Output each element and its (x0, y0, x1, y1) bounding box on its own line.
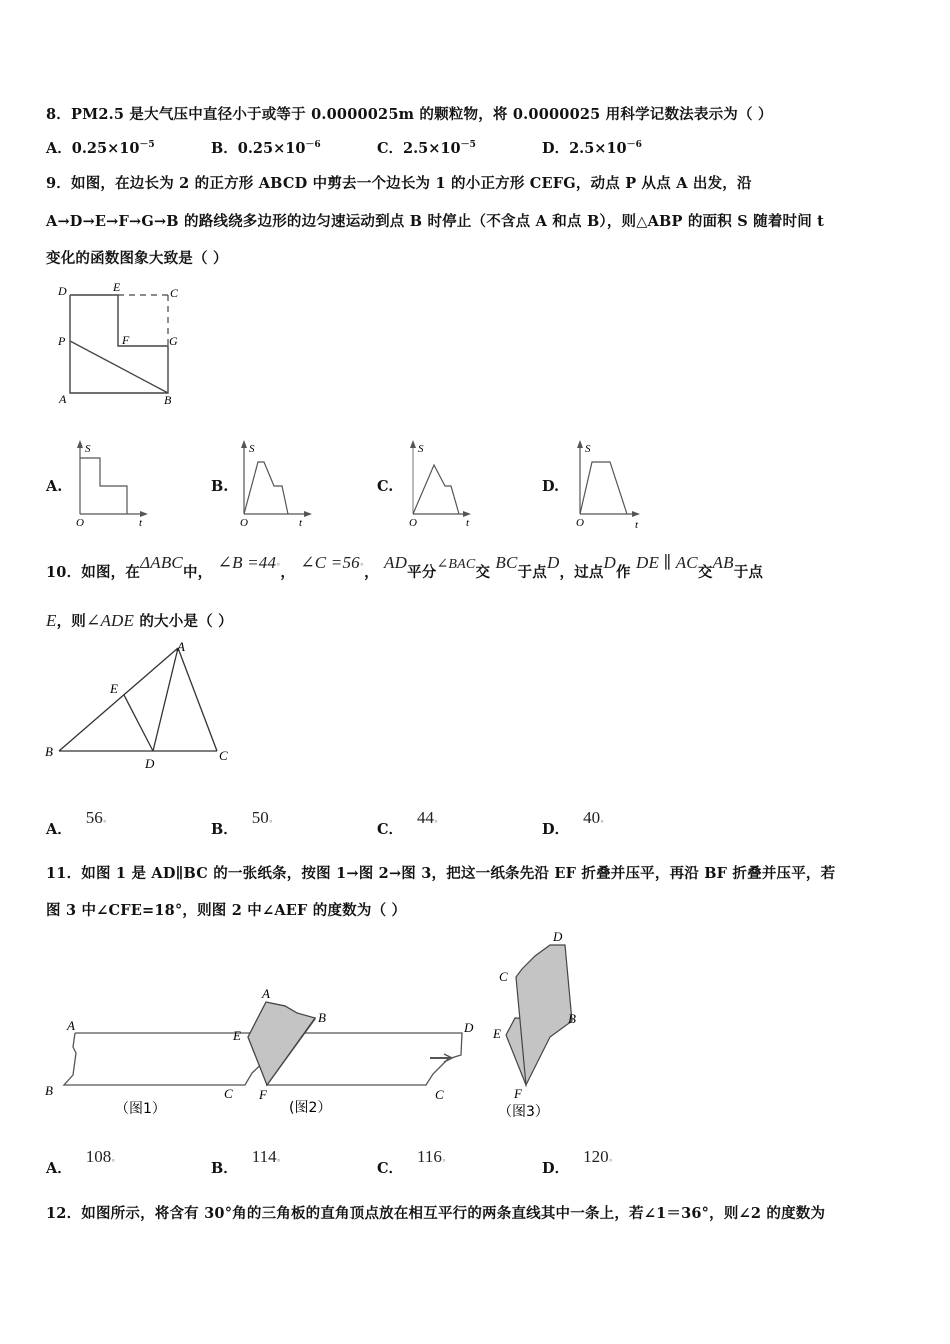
svg-text:A: A (262, 986, 270, 1001)
math-angle-ade: ∠ADE (86, 611, 135, 630)
q9-option-c[interactable] (377, 478, 393, 495)
question-9-line-2: A→D→E→F→G→B 的路线绕多边形的边匀速运动到点 B 时停止（不含点 A 和点 B），则△ABP 的面积 S 随着时间 t (46, 213, 825, 230)
option-value: 0.25×10 (71, 140, 140, 157)
label-c: C (170, 286, 179, 300)
q11-option-c[interactable]: C．116° (377, 1147, 446, 1177)
math-ab: AB (712, 553, 734, 572)
option-label: D． (542, 821, 570, 838)
q10-text: ，则 (56, 613, 86, 630)
q10-text: 的大小是（ ） (134, 613, 233, 630)
math-d: D (546, 553, 560, 572)
svg-text:A: A (67, 1018, 75, 1033)
math-angle-b: ∠B =44 (217, 553, 277, 572)
option-label: B． (211, 821, 238, 838)
math-bc: BC (495, 553, 518, 572)
svg-text:E: E (233, 1028, 241, 1043)
axis-t: t (466, 517, 470, 529)
option-value: 120 (583, 1147, 609, 1166)
axis-s: S (85, 443, 91, 455)
label-a: A (177, 639, 185, 654)
question-8-stem (46, 103, 773, 124)
option-exponent: －5 (460, 140, 476, 151)
option-value: 2.5×10 (569, 140, 627, 157)
q10-text: 作 (616, 564, 631, 581)
svg-text:C: C (499, 969, 508, 984)
label-c: C (219, 748, 228, 763)
q10-text: 中， (182, 564, 213, 581)
q10-option-d[interactable]: D．40° (542, 808, 605, 838)
q11-folding-figure (40, 925, 640, 1125)
question-8-text: PM2.5 是大气压中直径小于或等于 0.0000025m 的颗粒物，将 0.0000025 用科学记数法表示为（ ） (71, 106, 773, 123)
option-value: 116 (417, 1147, 442, 1166)
q10-option-c[interactable]: C．44° (377, 808, 439, 838)
option-value: 114 (251, 1147, 277, 1166)
q10-option-a[interactable]: A．56° (46, 808, 107, 838)
q9-square-figure (55, 280, 195, 408)
q11-option-b[interactable]: B．114° (211, 1147, 281, 1177)
q10-text: ，过点 (559, 564, 604, 581)
option-value: 0.25×10 (237, 140, 306, 157)
math-ad: AD (384, 553, 408, 572)
svg-text:F: F (514, 1086, 522, 1101)
axis-origin: O (240, 517, 248, 529)
option-label: A. (46, 478, 63, 495)
option-value: 56 (85, 808, 103, 827)
label-f: F (122, 333, 130, 347)
svg-text:D: D (464, 1020, 474, 1035)
label-g: G (169, 334, 178, 348)
option-label: B． (211, 1160, 238, 1177)
label-e: E (113, 280, 121, 294)
option-exponent: －6 (305, 140, 321, 151)
q10-option-b[interactable]: B．50° (211, 808, 273, 838)
q10-text: 交 (697, 564, 713, 581)
svg-text:D: D (553, 929, 563, 944)
axis-t: t (299, 517, 303, 529)
option-label: B. (211, 478, 229, 495)
option-label: B． (211, 140, 238, 157)
label-e: E (110, 681, 118, 696)
q9-option-d[interactable] (542, 478, 559, 495)
question-10-line-2 (46, 610, 233, 631)
question-10-line-1: 10．如图，在ΔABC中， ∠B =44°， ∠C =56°， AD平分∠BAC交 BC于点D，过点D作 DE ∥ AC交AB于点 (46, 553, 764, 581)
question-9-line-1: 9．如图，在边长为 2 的正方形 ABCD 中剪去一个边长为 1 的小正方形 CEFG，动点 P 从点 A 出发，沿 (46, 175, 752, 192)
option-value: 44 (417, 808, 435, 827)
figure-3-folded-strip (492, 929, 576, 1120)
axis-origin: O (576, 517, 584, 529)
option-value: 108 (85, 1147, 112, 1166)
option-value: 50 (251, 808, 269, 827)
svg-text:C: C (224, 1086, 233, 1101)
option-value: 40 (583, 808, 601, 827)
label-d: D (58, 284, 67, 298)
svg-text:E: E (493, 1026, 501, 1041)
q11-option-a[interactable]: A．108° (46, 1147, 116, 1177)
math-d: D (603, 553, 617, 572)
label-b: B (164, 393, 172, 407)
q10-triangle-figure (42, 638, 242, 773)
q9-graph-c[interactable] (405, 440, 490, 528)
q10-text: 交 (475, 564, 491, 581)
figure-2-folded-strip (232, 986, 474, 1116)
caption-figure-2: (图2） (289, 1100, 332, 1116)
label-p: P (58, 334, 66, 348)
math-triangle-abc: ΔABC (140, 553, 183, 572)
q8-option-c[interactable] (377, 137, 476, 158)
svg-text:C: C (435, 1087, 444, 1102)
q10-text: 10．如图，在 (46, 564, 141, 581)
label-d: D (145, 756, 155, 771)
option-value: 2.5×10 (403, 140, 461, 157)
option-label: A． (46, 821, 72, 838)
caption-figure-1: （图1） (115, 1101, 166, 1117)
q10-text: ， (364, 564, 379, 581)
axis-s: S (249, 443, 255, 455)
option-label: C． (377, 1160, 404, 1177)
q11-option-d[interactable]: D．120° (542, 1147, 613, 1177)
q10-text: ， (280, 564, 296, 581)
question-12-line-1: 12．如图所示，将含有 30°角的三角板的直角顶点放在相互平行的两条直线其中一条上，若∠1＝36°，则∠2 的度数为 (46, 1205, 826, 1222)
svg-text:F: F (259, 1087, 267, 1102)
math-angle-bac: ∠BAC (436, 557, 476, 572)
axis-origin: O (409, 517, 417, 529)
figure-1-paper-strip (45, 1018, 285, 1117)
q8-option-a[interactable] (46, 137, 155, 158)
q9-graph-b[interactable] (236, 440, 321, 528)
option-label: D． (542, 140, 570, 157)
caption-figure-3: （图3） (498, 1104, 549, 1120)
axis-s: S (418, 443, 424, 455)
q8-option-b[interactable] (211, 137, 321, 158)
option-label: C. (377, 478, 394, 495)
axis-t: t (139, 517, 143, 529)
option-exponent: －5 (139, 140, 155, 151)
q9-option-a[interactable] (46, 478, 62, 495)
axis-t: t (635, 519, 639, 531)
axis-s: S (585, 443, 591, 455)
math-de-parallel-ac: DE ∥ AC (635, 553, 698, 572)
question-9-line-3: 变化的函数图象大致是（ ） (46, 250, 228, 267)
math-e: E (46, 611, 57, 630)
q10-text: 于点 (517, 564, 547, 581)
svg-text:B: B (568, 1011, 576, 1026)
q10-text: 于点 (733, 564, 764, 581)
q9-graph-d[interactable] (572, 440, 657, 531)
question-11-line-1: 11．如图 1 是 AD∥BC 的一张纸条，按图 1→图 2→图 3，把这一纸条先沿 EF 折叠并压平，再沿 BF 折叠并压平，若 (46, 865, 836, 882)
q8-option-d[interactable] (542, 137, 642, 158)
axis-origin: O (76, 517, 84, 529)
q10-text: 平分 (407, 564, 437, 581)
question-11-line-2: 图 3 中∠CFE=18°，则图 2 中∠AEF 的度数为（ ） (46, 902, 407, 919)
option-label: D． (542, 1160, 570, 1177)
label-a: A (59, 392, 67, 406)
svg-text:B: B (318, 1010, 326, 1025)
svg-text:B: B (45, 1083, 53, 1098)
option-label: A． (46, 140, 72, 157)
q9-option-b[interactable] (211, 478, 228, 495)
label-b: B (45, 744, 53, 759)
q9-graph-a[interactable] (72, 440, 157, 528)
math-angle-c: ∠C =56 (300, 553, 360, 572)
option-label: D. (542, 478, 560, 495)
option-label: A． (46, 1160, 72, 1177)
question-8-number: 8． (46, 106, 71, 123)
option-label: C． (377, 821, 404, 838)
option-exponent: －6 (626, 140, 642, 151)
option-label: C． (377, 140, 404, 157)
